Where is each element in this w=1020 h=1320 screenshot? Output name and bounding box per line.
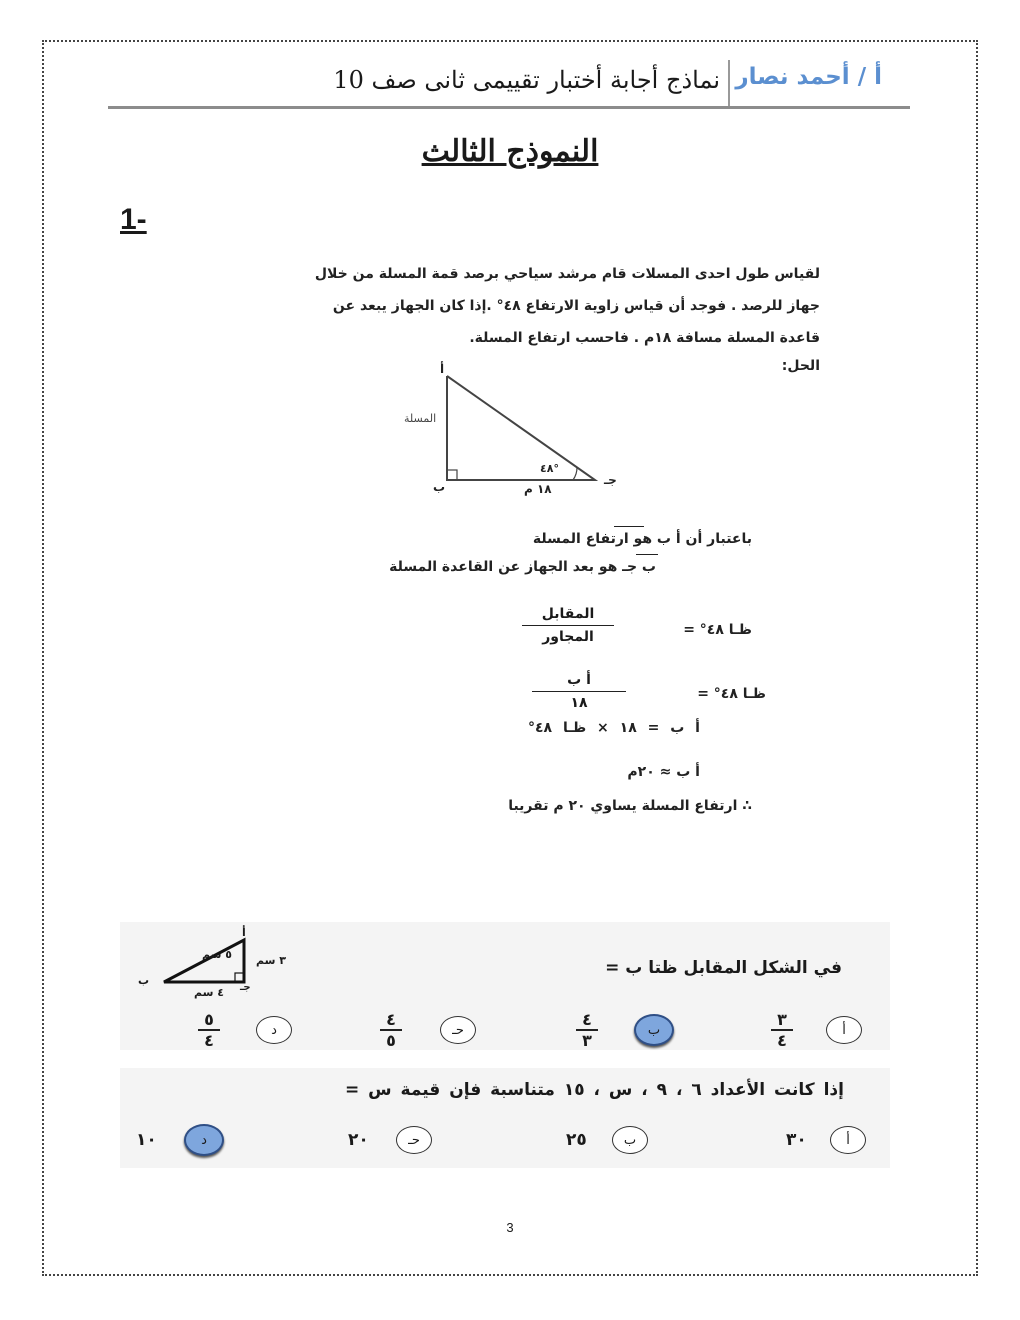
vertex-c-label: جـ [604,473,617,487]
mcq1-option-c-fraction: ٤ ٥ [376,1011,406,1049]
teacher-name: أ / أحمد نصار [735,64,882,90]
mcq2-option-b-value: ٢٥ [566,1130,587,1150]
header-rule [108,106,910,109]
given-bc: ب جـ هو بعد الجهاز عن القاعدة المسلة [389,559,656,575]
eq1-lhs: ظـا ٤٨° = [683,622,752,638]
mcq1-triangle-outline [164,940,244,982]
header-title: نماذج أجابة أختبار تقييمى ثانى صف 10 [333,66,720,94]
mcq2-option-d-value: ١٠ [136,1130,157,1150]
problem-line-3: قاعدة المسلة مسافة ١٨م . فاحسب ارتفاع المسلة. [469,330,820,346]
right-angle-mark [447,470,457,480]
problem-line-1: لقياس طول احدى المسلات قام مرشد سياحي برصد قمة المسلة من خلال [314,266,820,282]
eq2-fraction [532,672,626,711]
mcq1-base-label: ٤ سم [194,986,224,999]
mcq2-question: إذا كانت الأعداد ٦ ، ٩ ، س ، ١٥ متناسبة فإن قيمة س = [344,1080,844,1100]
obelisk-side-label: المسلة [404,412,437,425]
triangle-outline [447,376,595,480]
solution-label: الحل: [781,358,820,374]
mcq1-vertical-label: ٣ سم [256,954,286,967]
question-number: 1- [120,203,147,236]
angle-arc [573,467,577,480]
eq2-lhs: ظـا ٤٨° = [697,686,766,702]
mcq2-option-d-circle-selected[interactable]: د [184,1124,224,1156]
mcq1-vertex-a: أ [242,926,246,939]
vertex-b-label: ب [433,480,446,494]
eq4: أ ب ≈ ٢٠م [627,764,700,780]
mcq1-option-d-fraction: ٥ ٤ [194,1011,224,1049]
mcq2-option-c-circle[interactable]: حـ [396,1126,432,1154]
overline-bc [636,554,658,555]
given-ab: باعتبار أن أ ب هو ارتفاع المسلة [532,531,752,547]
eq1-fraction [522,606,614,645]
vertex-a-label: أ [440,362,445,376]
mcq1-hyp-label: ٥ سم [202,948,232,961]
header-separator [728,60,730,108]
mcq1-vertex-c: جـ [240,982,251,993]
mcq1-question: في الشكل المقابل ظتا ب = [605,958,842,978]
mcq1-vertex-b: ب [138,974,150,987]
eq2-denominator: ١٨ [570,695,588,711]
eq1-denominator: المجاور [542,629,594,645]
mcq1-option-a-circle[interactable]: أ [826,1016,862,1044]
mcq1-option-c-circle[interactable]: حـ [440,1016,476,1044]
eq3: أ ب = ١٨ × ظـا ٤٨° [527,720,700,736]
mcq2-option-a-circle[interactable]: أ [830,1126,866,1154]
model-title: النموذج الثالث [421,134,599,169]
mcq2-option-a-value: ٣٠ [786,1130,807,1150]
page-number: 3 [506,1220,514,1235]
mcq1-option-b-fraction: ٤ ٣ [572,1011,602,1049]
eq2-numerator: أ ب [567,672,591,688]
mcq1-option-b-circle-selected[interactable]: ب [634,1014,674,1046]
mcq2-option-b-circle[interactable]: ب [612,1126,648,1154]
conclusion: ∴ ارتفاع المسلة يساوي ٢٠ م تقريبا [508,798,752,814]
mcq2-option-c-value: ٢٠ [348,1130,369,1150]
overline-ab [614,526,644,527]
mcq1-option-a-fraction: ٣ ٤ [767,1011,797,1049]
base-length-label: ١٨ م [524,482,552,496]
problem-line-2: جهاز للرصد . فوجد أن قياس زاوية الارتفاع ٤٨° .إذا كان الجهاز يبعد عن [332,298,820,314]
mcq1-option-d-circle[interactable]: د [256,1016,292,1044]
angle-label: ٤٨° [540,462,559,475]
eq1-numerator: المقابل [541,606,595,622]
obelisk-triangle-figure [395,360,635,500]
